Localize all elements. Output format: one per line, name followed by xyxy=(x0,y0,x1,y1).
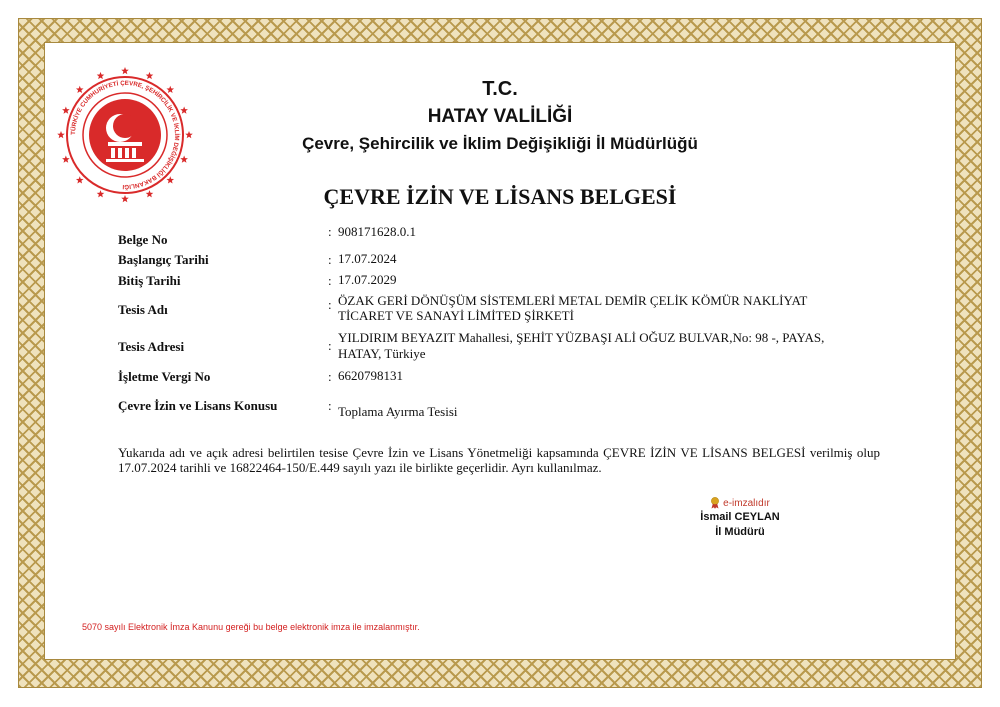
validity-paragraph: Yukarıda adı ve açık adresi belirtilen tesise Çevre İzin ve Lisans Yönetmeliği kapsamında ÇEVRE İZİN VE LİSANS BELGESİ verilmiş olup 17.07.2024 tarihli ve 16822464-150/E.449 sayılı yazı ile birlikte geçerlidir. Ayrı kullanılmaz. xyxy=(118,445,880,475)
value-license-subject: Toplama Ayırma Tesisi xyxy=(338,404,458,419)
colon: : xyxy=(328,369,332,384)
colon: : xyxy=(328,398,332,413)
header-directorate: Çevre, Şehircilik ve İklim Değişikliği İl Müdürlüğü xyxy=(302,134,698,153)
label-end-date: Bitiş Tarihi xyxy=(118,273,181,288)
value-facility-name-line2: TİCARET VE SANAYİ LİMİTED ŞİRKETİ xyxy=(338,308,574,323)
seal-star-icon xyxy=(146,72,154,79)
label-start-date: Başlangıç Tarihi xyxy=(118,252,209,267)
value-facility-name-line1: ÖZAK GERİ DÖNÜŞÜM SİSTEMLERİ METAL DEMİR ÇELİK KÖMÜR NAKLİYAT xyxy=(338,293,808,308)
signature-block xyxy=(640,496,840,540)
colon: : xyxy=(328,252,332,267)
colon: : xyxy=(328,224,332,239)
seal-star-icon xyxy=(146,190,154,197)
label-facility-name: Tesis Adı xyxy=(118,302,168,317)
seal-star-icon xyxy=(76,86,84,93)
value-end-date: 17.07.2029 xyxy=(338,272,397,287)
label-document-no: Belge No xyxy=(118,232,168,247)
ribbon-badge-icon xyxy=(710,497,720,509)
footer-legal-note: 5070 sayılı Elektronik İmza Kanunu gereği bu belge elektronik imza ile imzalanmıştır. xyxy=(82,622,420,632)
seal-star-icon xyxy=(121,195,129,202)
value-facility-address-line2: HATAY, Türkiye xyxy=(338,346,426,361)
value-facility-address-line1: YILDIRIM BEYAZIT Mahallesi, ŞEHİT YÜZBAŞI ALİ OĞUZ BULVAR,No: 98 -, PAYAS, xyxy=(338,330,825,345)
colon: : xyxy=(328,297,332,312)
label-license-subject: Çevre İzin ve Lisans Konusu xyxy=(118,398,278,413)
signer-title: İl Müdürü xyxy=(715,526,765,538)
seal-star-icon xyxy=(62,107,70,114)
colon: : xyxy=(328,338,332,353)
seal-star-icon xyxy=(62,155,70,162)
seal-star-icon xyxy=(57,131,65,138)
label-tax-no: İşletme Vergi No xyxy=(118,369,211,384)
value-tax-no: 6620798131 xyxy=(338,368,403,383)
seal-star-icon xyxy=(97,190,105,197)
value-document-no: 908171628.0.1 xyxy=(338,224,416,239)
value-start-date: 17.07.2024 xyxy=(338,251,397,266)
ministry-seal-icon xyxy=(56,66,194,204)
seal-star-icon xyxy=(76,176,84,183)
seal-star-icon xyxy=(166,86,174,93)
seal-star-icon xyxy=(121,67,129,74)
certificate-title: ÇEVRE İZİN VE LİSANS BELGESİ xyxy=(323,184,677,209)
label-facility-address: Tesis Adresi xyxy=(118,339,185,354)
esign-label: e-imzalıdır xyxy=(723,497,770,509)
svg-text:TÜRKİYE CUMHURİYETİ ÇEVRE, ŞEH: TÜRKİYE CUMHURİYETİ ÇEVRE, ŞEHİRCİLİK VE İKLİM DEĞİŞİKLİĞİ BAKANLIĞI xyxy=(69,79,181,191)
header-tc: T.C. xyxy=(482,78,518,100)
seal-star-icon xyxy=(97,72,105,79)
signer-name: İsmail CEYLAN xyxy=(700,511,780,523)
header-governorship: HATAY VALİLİĞİ xyxy=(427,106,573,127)
colon: : xyxy=(328,273,332,288)
seal-star-icon xyxy=(180,155,188,162)
seal-star-icon xyxy=(166,176,174,183)
esign-badge xyxy=(640,496,840,510)
